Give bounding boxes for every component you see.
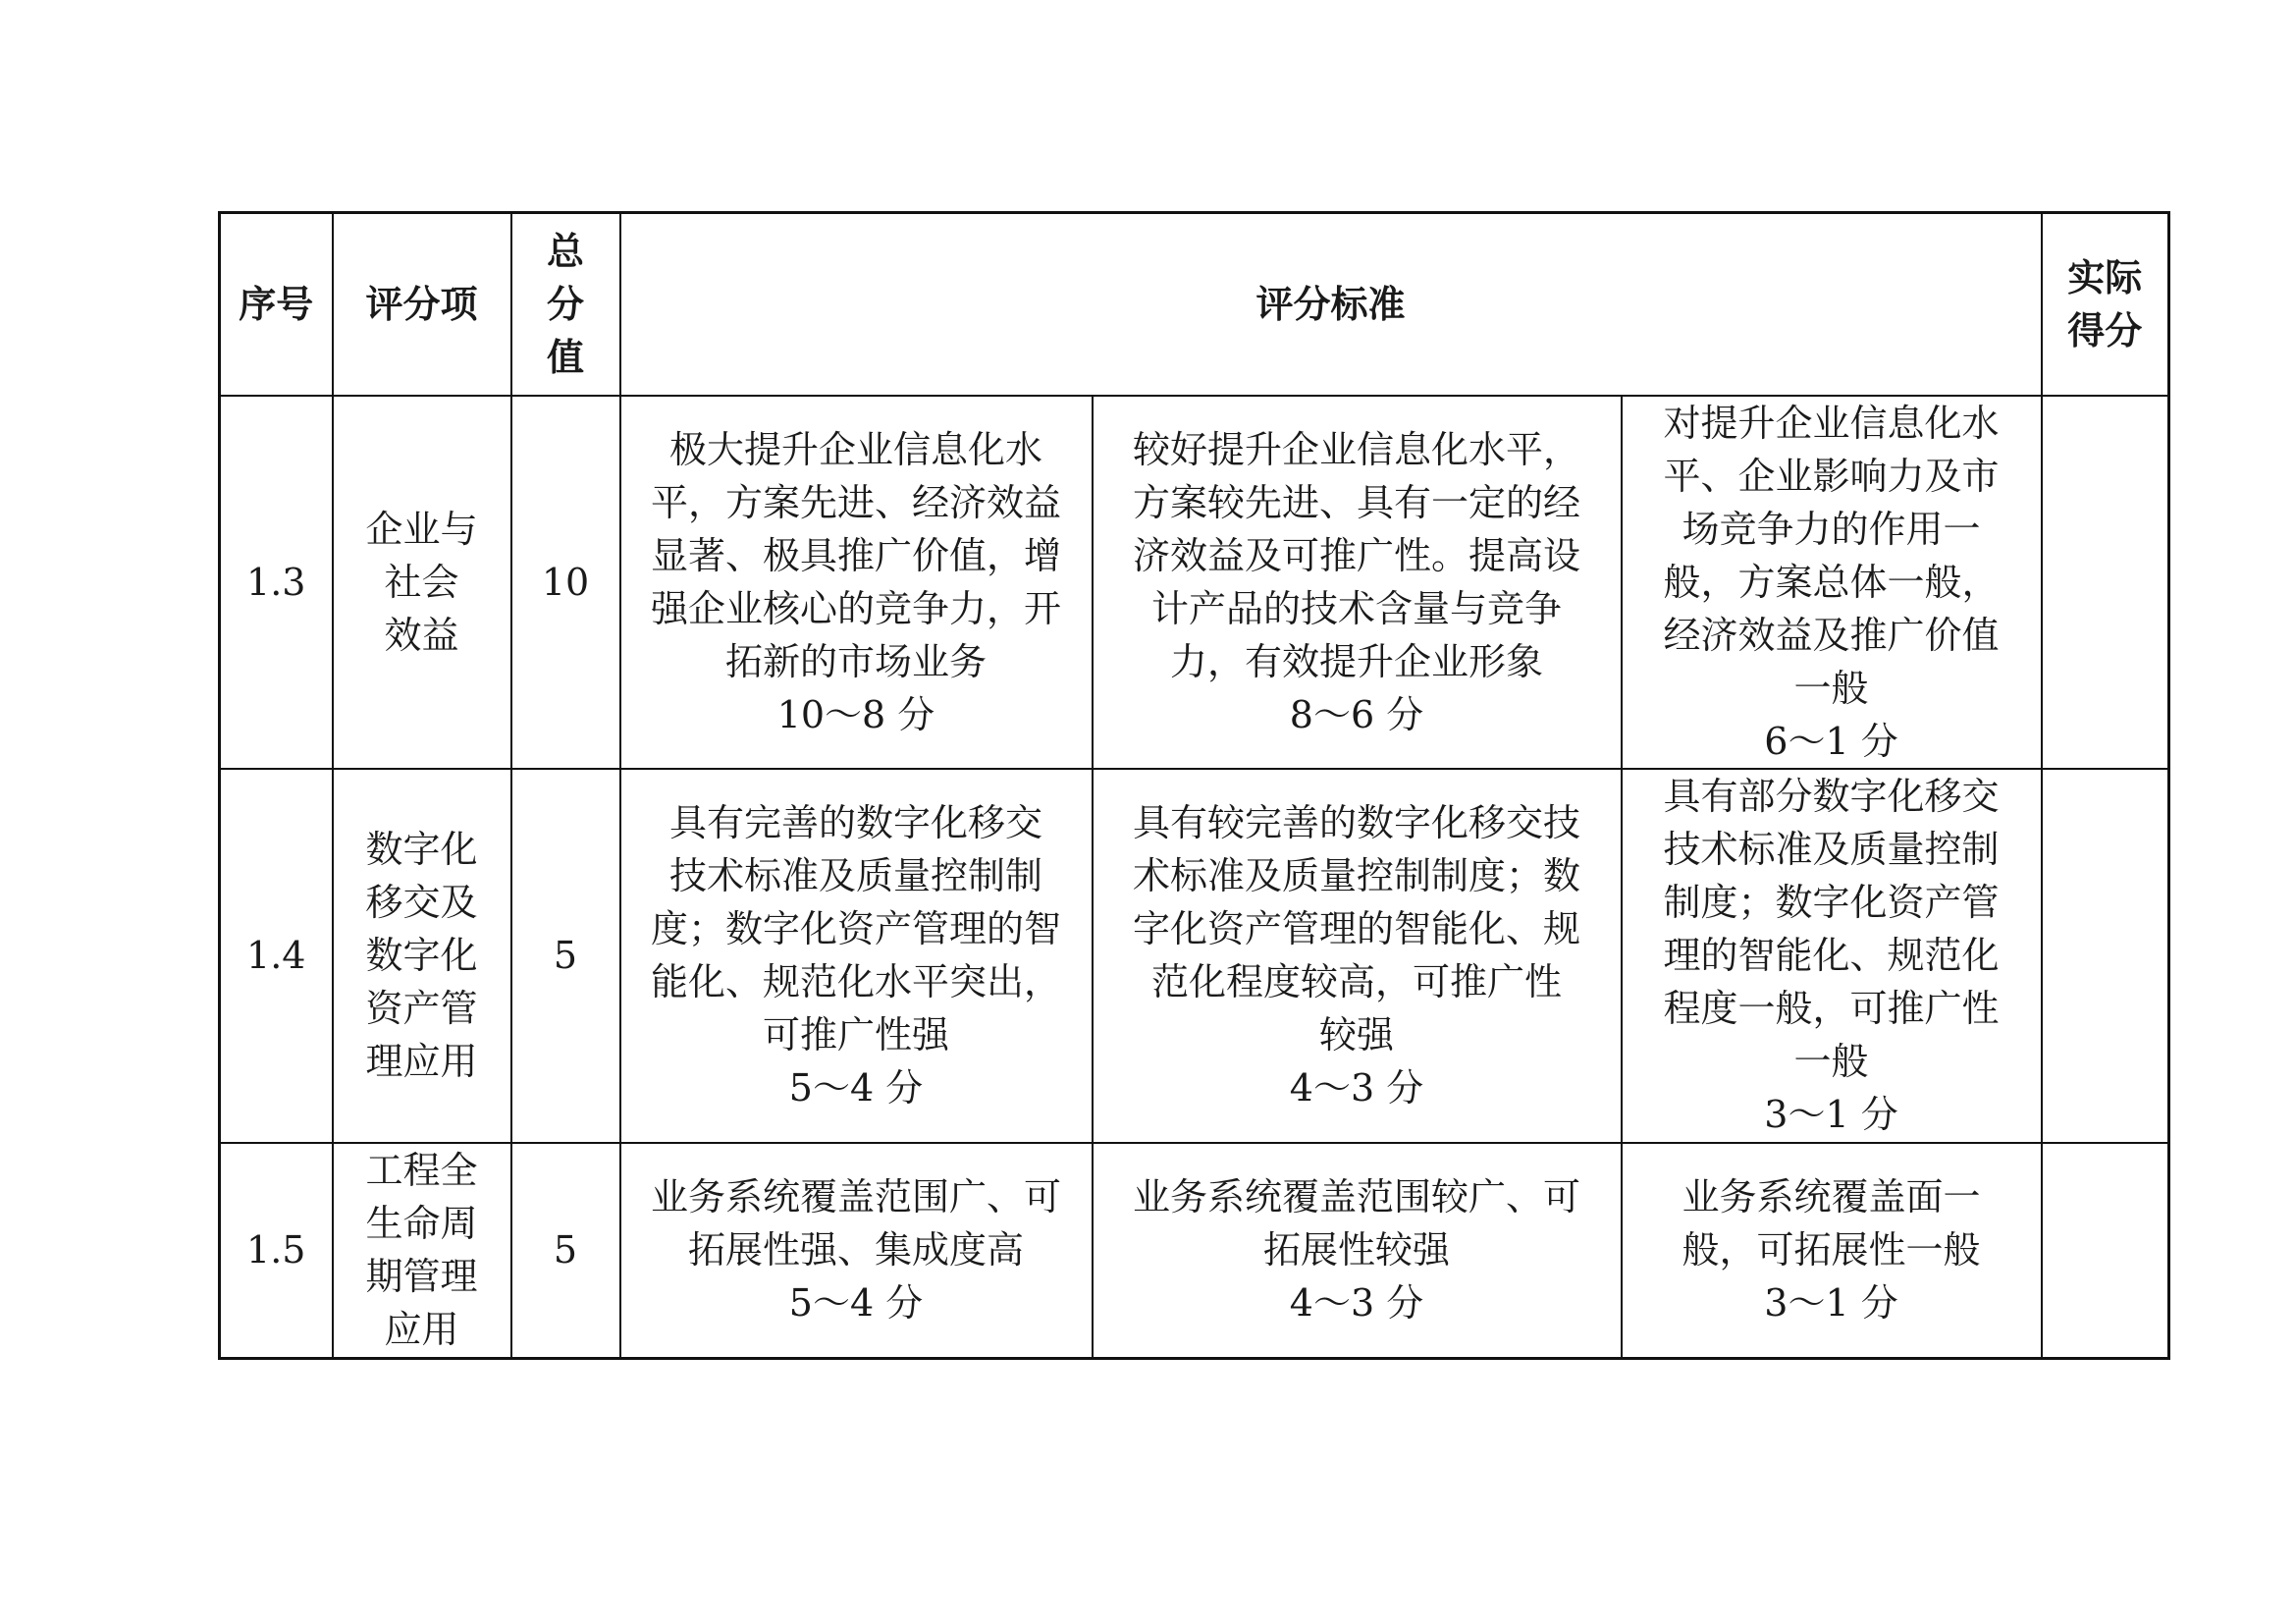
row-item — [333, 769, 511, 1143]
criteria-line: 具有较完善的数字化移交技 — [1132, 801, 1580, 844]
criteria-line: 平、企业影响力及市 — [1663, 454, 2000, 498]
criteria-cell — [620, 396, 1093, 769]
criteria-cell — [1622, 396, 2042, 769]
row-total: 10 — [511, 396, 620, 769]
criteria-cell — [1093, 396, 1622, 769]
item-line: 企业与 — [365, 507, 478, 551]
item-line: 资产管 — [365, 987, 478, 1030]
criteria-cell — [620, 769, 1093, 1143]
criteria-score: 5～4 分 — [788, 1066, 924, 1110]
criteria-line: 技术标准及质量控制制 — [668, 854, 1042, 897]
criteria-line: 济效益及可推广性。提高设 — [1132, 533, 1580, 577]
header-actual-line: 实际 — [2067, 255, 2143, 299]
item-line: 理应用 — [365, 1040, 478, 1083]
item-line: 应用 — [384, 1308, 459, 1352]
header-total-line: 总 — [546, 229, 584, 273]
criteria-line: 技术标准及质量控制 — [1663, 828, 2000, 871]
criteria-line: 能化、规范化水平突出， — [650, 960, 1061, 1003]
criteria-line: 较强 — [1318, 1013, 1394, 1056]
criteria-score: 8～6 分 — [1289, 692, 1424, 736]
header-item: 评分项 — [333, 213, 511, 396]
criteria-cell — [1622, 1143, 2042, 1359]
criteria-line: 方案较先进、具有一定的经 — [1132, 480, 1580, 524]
criteria-line: 术标准及质量控制制度；数 — [1132, 854, 1580, 897]
criteria-line: 拓展性强、集成度高 — [687, 1228, 1024, 1272]
actual-score-cell[interactable] — [2042, 769, 2169, 1143]
criteria-score: 5～4 分 — [788, 1281, 924, 1326]
criteria-line: 程度一般，可推广性 — [1663, 987, 2000, 1030]
item-line: 数字化 — [365, 934, 478, 977]
row-index: 1.3 — [220, 396, 333, 769]
header-row — [220, 213, 2169, 396]
criteria-line: 平，方案先进、经济效益 — [650, 480, 1061, 524]
criteria-score: 3～1 分 — [1764, 1281, 1898, 1326]
criteria-line: 字化资产管理的智能化、规 — [1132, 907, 1580, 950]
scoring-table — [218, 211, 2170, 1360]
header-total-line: 值 — [546, 335, 584, 379]
actual-score-cell[interactable] — [2042, 396, 2169, 769]
table-row — [220, 769, 2169, 1143]
criteria-line: 一般 — [1793, 666, 1869, 710]
criteria-line: 度；数字化资产管理的智 — [650, 907, 1061, 950]
criteria-line: 力，有效提升企业形象 — [1169, 639, 1543, 683]
criteria-line: 对提升企业信息化水 — [1663, 401, 2000, 445]
criteria-line: 业务系统覆盖范围较广、可 — [1132, 1175, 1580, 1219]
item-line: 移交及 — [365, 881, 478, 924]
header-index: 序号 — [220, 213, 333, 396]
criteria-line: 可推广性强 — [762, 1013, 949, 1056]
header-actual-line: 得分 — [2067, 308, 2143, 352]
row-item — [333, 396, 511, 769]
criteria-line: 制度；数字化资产管 — [1663, 881, 2000, 924]
criteria-line: 理的智能化、规范化 — [1663, 934, 2000, 977]
criteria-cell — [620, 1143, 1093, 1359]
item-line: 生命周 — [365, 1202, 478, 1246]
header-total — [511, 213, 620, 396]
item-line: 社会 — [384, 560, 459, 604]
criteria-line: 具有部分数字化移交 — [1663, 775, 2000, 818]
criteria-line: 场竞争力的作用一 — [1682, 507, 1981, 551]
criteria-line: 一般 — [1793, 1040, 1869, 1083]
criteria-line: 较好提升企业信息化水平， — [1132, 427, 1580, 471]
item-line: 工程全 — [365, 1149, 478, 1193]
criteria-score: 4～3 分 — [1289, 1281, 1424, 1326]
criteria-line: 极大提升企业信息化水 — [668, 427, 1042, 471]
table-row — [220, 1143, 2169, 1359]
actual-score-cell[interactable] — [2042, 1143, 2169, 1359]
criteria-cell — [1093, 769, 1622, 1143]
header-actual — [2042, 213, 2169, 396]
row-total: 5 — [511, 1143, 620, 1359]
row-index: 1.5 — [220, 1143, 333, 1359]
item-line: 数字化 — [365, 828, 478, 871]
criteria-line: 拓新的市场业务 — [724, 639, 987, 683]
criteria-score: 10～8 分 — [776, 692, 935, 736]
table-row — [220, 396, 2169, 769]
criteria-score: 4～3 分 — [1289, 1066, 1424, 1110]
criteria-line: 拓展性较强 — [1262, 1228, 1450, 1272]
criteria-score: 3～1 分 — [1764, 1093, 1898, 1136]
criteria-cell — [1093, 1143, 1622, 1359]
criteria-line: 强企业核心的竞争力，开 — [650, 586, 1061, 630]
item-line: 期管理 — [365, 1255, 478, 1299]
criteria-line: 般，可拓展性一般 — [1682, 1228, 1981, 1272]
criteria-line: 业务系统覆盖面一 — [1682, 1175, 1981, 1219]
criteria-line: 范化程度较高，可推广性 — [1150, 960, 1562, 1003]
criteria-line: 具有完善的数字化移交 — [668, 801, 1042, 844]
criteria-line: 显著、极具推广价值，增 — [650, 533, 1061, 577]
criteria-line: 般，方案总体一般， — [1663, 560, 2000, 604]
header-criteria: 评分标准 — [620, 213, 2042, 396]
item-line: 效益 — [384, 613, 459, 657]
row-total: 5 — [511, 769, 620, 1143]
row-item — [333, 1143, 511, 1359]
criteria-line: 经济效益及推广价值 — [1663, 613, 2000, 657]
criteria-cell — [1622, 769, 2042, 1143]
criteria-line: 计产品的技术含量与竞争 — [1150, 586, 1562, 630]
criteria-line: 业务系统覆盖范围广、可 — [650, 1175, 1061, 1219]
row-index: 1.4 — [220, 769, 333, 1143]
criteria-score: 6～1 分 — [1764, 719, 1898, 763]
header-total-line: 分 — [546, 282, 584, 326]
